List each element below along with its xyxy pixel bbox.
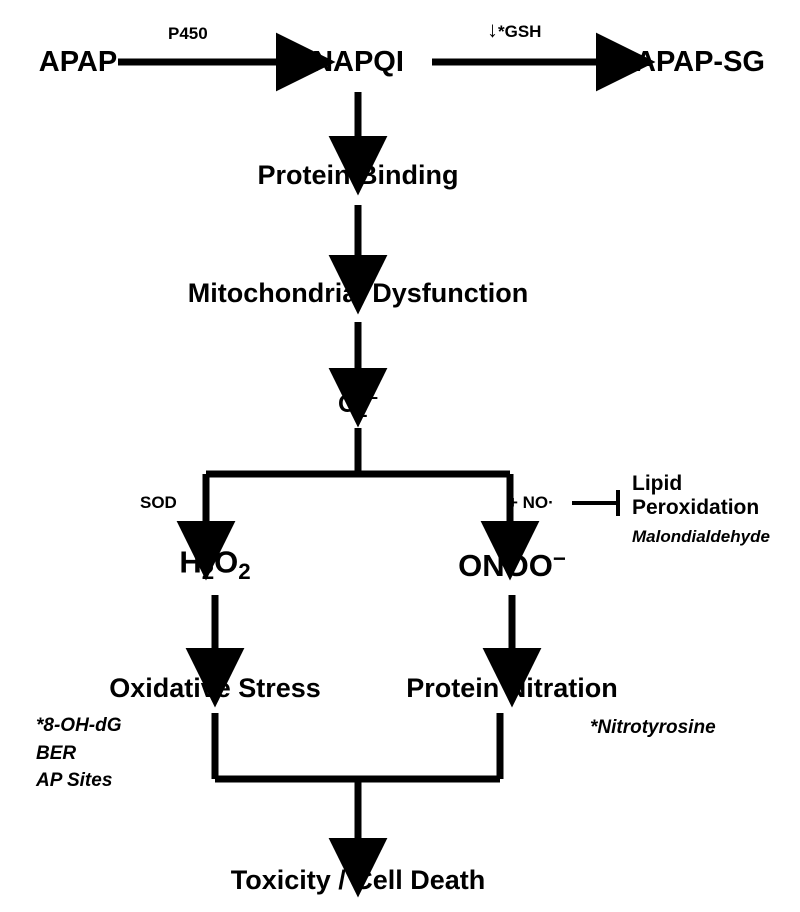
node-protein-binding: Protein Binding <box>257 159 459 190</box>
edge-label-nitric-oxide <box>508 493 554 513</box>
down-arrow-icon: ↓ <box>487 17 498 42</box>
node-toxicity-cell-death: Toxicity / Cell Death <box>230 864 486 895</box>
node-superoxide <box>338 389 378 421</box>
node-mitochondrial-dysfunction: Mitochondrial Dysfunction <box>187 277 529 308</box>
asterisk-marker: * <box>498 22 505 41</box>
lipid-line-1: Lipid <box>632 472 683 495</box>
edge-label-p450: P450 <box>168 24 208 43</box>
annotation-malondialdehyde: Malondialdehyde <box>632 527 770 546</box>
node-oxidative-stress: Oxidative Stress <box>109 672 321 703</box>
gsh-text: GSH <box>504 22 542 41</box>
node-apap: APAP <box>38 45 118 78</box>
onoo-formula: ONOO− <box>458 546 566 584</box>
superoxide-formula: $O_2^-$ <box>338 387 378 422</box>
lipid-line-2: Peroxidation <box>632 496 760 520</box>
radical-dot-icon: · <box>548 493 554 512</box>
node-hydrogen-peroxide <box>179 544 251 584</box>
marker-ap-sites: AP Sites <box>36 770 113 792</box>
edge-label-gsh <box>487 17 541 43</box>
no-text: + NO <box>508 493 549 512</box>
edge-label-sod: SOD <box>140 493 177 512</box>
annotation-nitrotyrosine: *Nitrotyrosine <box>590 717 716 738</box>
annotation-lipid-peroxidation <box>632 472 759 520</box>
node-protein-nitration: Protein Nitration <box>406 672 618 703</box>
node-napqi: NAPQI <box>312 45 404 78</box>
node-peroxynitrite <box>458 547 566 583</box>
annotation-oxidative-markers <box>36 712 122 795</box>
marker-ber: BER <box>36 742 77 764</box>
node-apap-sg: APAP-SG <box>635 45 765 78</box>
marker-8-oh-dg: *8-OH-dG <box>36 715 122 736</box>
h2o2-formula: $H_2O_2$ <box>179 544 251 584</box>
